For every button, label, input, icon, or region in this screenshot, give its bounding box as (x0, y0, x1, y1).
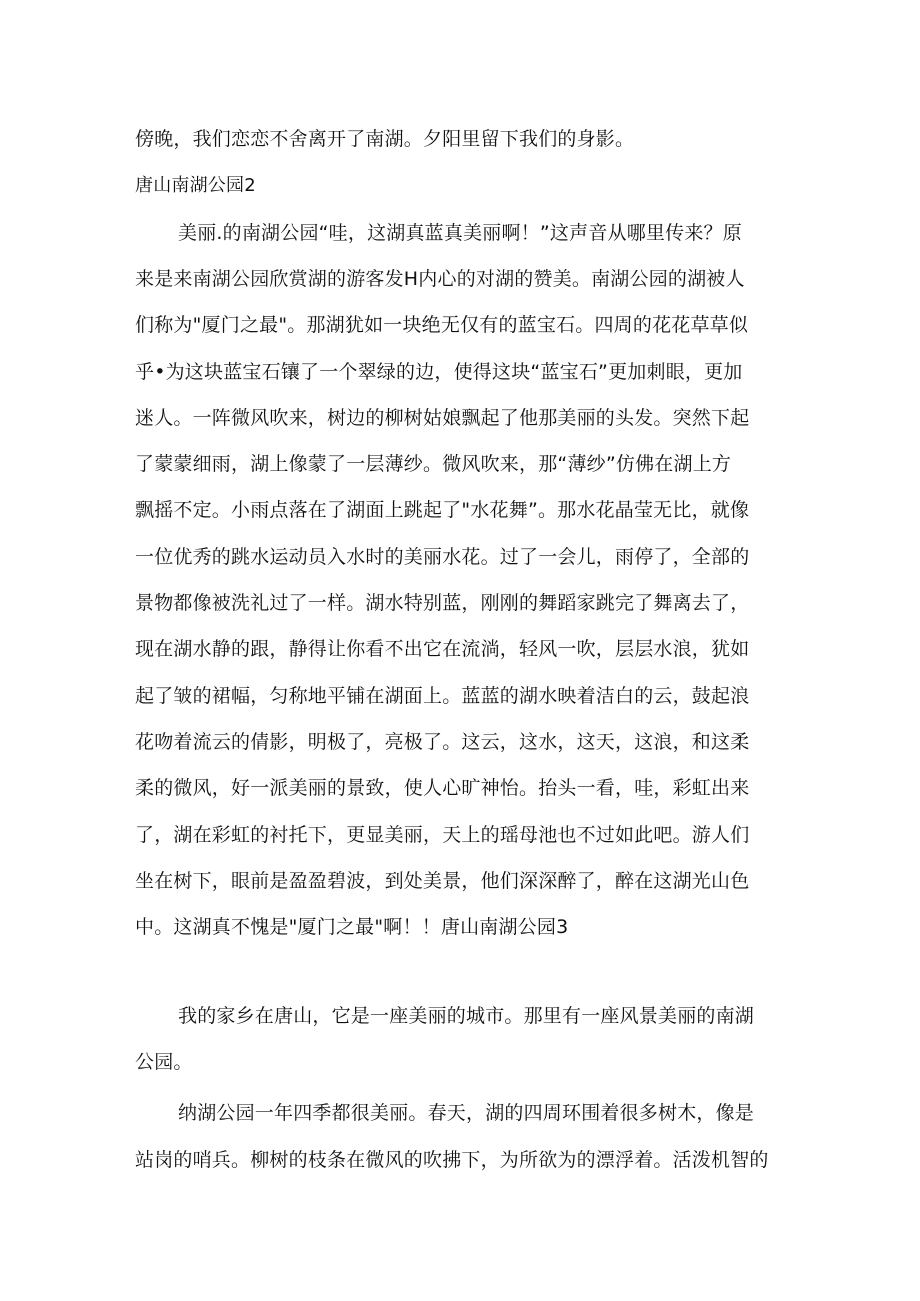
paragraph-line: 纳湖公园一年四季都很美丽。春天，湖的四周环围着很多树木，像是 (178, 1102, 755, 1124)
section-heading: 唐山南湖公园2 (135, 175, 256, 196)
paragraph-line: 飘摇不定。小雨点落在了湖面上跳起了"水花舞”。那水花晶莹无比，就像 (135, 499, 750, 521)
paragraph-line: 我的家乡在唐山，它是一座美丽的城市。那里有一座风景美丽的南湖 (178, 1005, 755, 1027)
text-line: 傍晚，我们恋恋不舍离开了南湖。夕阳里留下我们的身影。 (135, 128, 635, 150)
paragraph-line: 乎•为这块蓝宝石镶了一个翠绿的边，使得这块“蓝宝石”更加刺眼，更加 (135, 361, 743, 383)
paragraph-line: 来是来南湖公园欣赏湖的游客发H内心的对湖的赞美。南湖公园的湖被人 (135, 268, 745, 290)
paragraph-line: 中。这湖真不愧是"厦门之最"啊！！唐山南湖公园3 (135, 916, 569, 938)
paragraph-line: 站岗的哨兵。柳树的枝条在微风的吹拂下，为所欲为的漂浮着。活泼机智的 (135, 1149, 769, 1171)
paragraph-line: 柔的微风，好一派美丽的景致，使人心旷神怡。抬头一看，哇，彩虹出来 (135, 777, 750, 799)
paragraph-line: 现在湖水静的跟，静得让你看不出它在流淌，轻风一吹，层层水浪，犹如 (135, 638, 750, 660)
paragraph-line: 一位优秀的跳水运动员入水时的美丽水花。过了一会儿，雨停了，全部的 (135, 546, 750, 568)
paragraph-line: 坐在树下，眼前是盈盈碧波，到处美景，他们深深醉了，醉在这湖光山色 (135, 870, 750, 892)
paragraph-line: 们称为"厦门之最"。那湖犹如一块绝无仅有的蓝宝石。四周的花花草草似 (135, 314, 749, 336)
paragraph-line: 公园。 (135, 1051, 193, 1073)
paragraph-line: 美丽.的南湖公园“哇，这湖真蓝真美丽啊！”这声音从哪里传来？原 (178, 222, 742, 244)
paragraph-line: 起了皱的裙幅，匀称地平铺在湖面上。蓝蓝的湖水映着洁白的云，鼓起浪 (135, 685, 750, 707)
paragraph-line: 迷人。一阵微风吹来，树边的柳树姑娘飘起了他那美丽的头发。突然下起 (135, 407, 750, 429)
paragraph-line: 了蒙蒙细雨，湖上像蒙了一层薄纱。微风吹来，那“薄纱”仿佛在湖上方 (135, 453, 732, 475)
paragraph-line: 花吻着流云的倩影，明极了，亮极了。这云，这水，这天，这浪，和这柔 (135, 731, 750, 753)
paragraph-line: 景物都像被洗礼过了一样。湖水特别蓝，刚刚的舞蹈家跳完了舞离去了， (135, 592, 750, 614)
paragraph-line: 了，湖在彩虹的衬托下，更显美丽，天上的瑶母池也不过如此吧。游人们 (135, 824, 750, 846)
